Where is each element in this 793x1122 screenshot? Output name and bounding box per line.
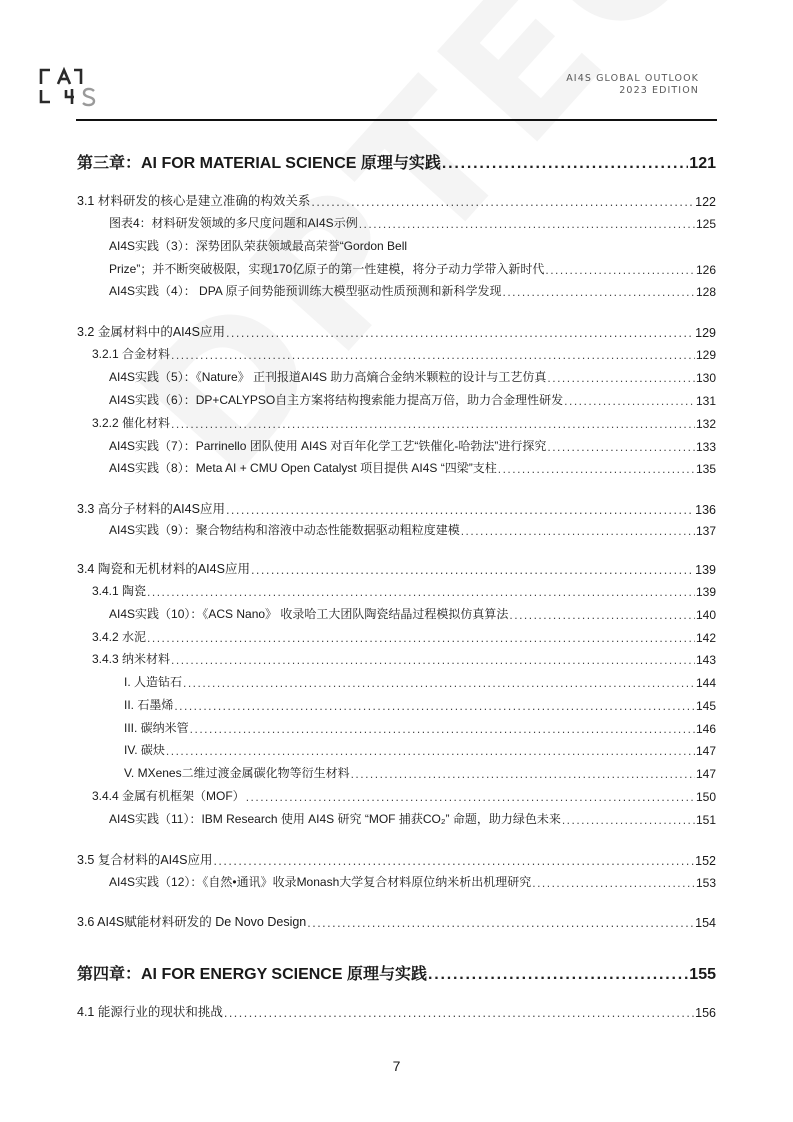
toc-entry[interactable]	[0, 521, 793, 539]
toc-entry-page: 147	[695, 744, 716, 758]
toc-entry-title: AI4S实践（12）：《自然•通讯》收录Monash大学复合材料原位纳米析出机理研究	[109, 875, 532, 889]
toc-entry-title: 3.4.3 纳米材料	[92, 652, 171, 666]
toc-entry-page: 140	[695, 608, 716, 622]
toc-entry-title: AI4S实践（7）：Parrinello 团队使用 AI4S 对百年化学工艺“铁催化-哈勃法”进行探究	[109, 439, 547, 453]
header-title: AI4S GLOBAL OUTLOOK	[566, 73, 699, 84]
toc-entry-title: 3.3 高分子材料的AI4S应用	[77, 502, 225, 516]
dot-leader	[428, 966, 688, 984]
toc-entry-page: 155	[689, 966, 716, 983]
dot-leader	[183, 676, 695, 690]
toc-entry-page: 122	[695, 195, 716, 209]
toc-entry[interactable]	[0, 1002, 793, 1020]
toc-entry-page: 153	[695, 876, 716, 890]
toc-entry[interactable]	[0, 961, 793, 983]
toc-entry[interactable]	[0, 850, 793, 868]
toc-entry-title: 3.1 材料研发的核心是建立准确的构效关系	[77, 194, 311, 208]
toc-entry[interactable]	[0, 582, 793, 600]
dot-leader	[213, 854, 694, 868]
toc-entry-page: 147	[695, 767, 716, 781]
dot-leader	[226, 503, 694, 517]
toc-entry-page: 133	[695, 440, 716, 454]
toc-entry-page: 151	[695, 813, 716, 827]
toc-entry-title: AI4S实践（3）：深势团队荣获领域最高荣誉“Gordon Bell	[109, 239, 408, 253]
toc-entry-title: 3.2 金属材料中的AI4S应用	[77, 325, 225, 339]
toc-entry-page: 125	[695, 217, 716, 231]
toc-entry-title: AI4S实践（8）：Meta AI + CMU Open Catalyst 项目提供 AI4S “四梁”支柱	[109, 461, 497, 475]
toc-entry-page: 156	[695, 1006, 716, 1020]
dot-leader	[509, 608, 695, 622]
toc-entry-title: I. 人造钻石	[124, 675, 183, 689]
toc-entry-page: 126	[695, 263, 716, 277]
dot-leader	[545, 263, 695, 277]
toc-entry[interactable]	[0, 345, 793, 363]
toc-entry[interactable]	[0, 214, 793, 232]
dot-leader	[147, 585, 695, 599]
toc-entry-page: 152	[695, 854, 716, 868]
toc-entry-title: 3.4.2 水泥	[92, 630, 147, 644]
dot-leader	[174, 699, 695, 713]
dot-leader	[442, 155, 688, 173]
toc-entry-title: V. MXenes二维过渡金属碳化物等衍生材料	[124, 766, 350, 780]
toc-entry-title: AI4S实践（10）：《ACS Nano》 收录哈工大团队陶瓷结晶过程模拟仿真算法	[109, 607, 509, 621]
toc-entry-page: 139	[695, 585, 716, 599]
toc-entry-title: II. 石墨烯	[124, 698, 174, 712]
dot-leader	[226, 326, 694, 340]
dot-leader	[147, 631, 695, 645]
toc-entry-title: AI4S实践（9）：聚合物结构和溶液中动态性能数据驱动粗粒度建模	[109, 523, 460, 537]
toc-entry-page: 137	[695, 524, 716, 538]
dot-leader	[564, 394, 695, 408]
dot-leader	[311, 195, 694, 209]
toc-entry[interactable]	[0, 260, 793, 278]
dot-leader	[246, 790, 695, 804]
toc-entry-page: 135	[695, 462, 716, 476]
toc-entry-title: 3.2.2 催化材料	[92, 416, 171, 430]
dot-leader	[532, 876, 695, 890]
toc-entry[interactable]	[0, 237, 793, 255]
toc-entry[interactable]	[0, 368, 793, 386]
dot-leader	[224, 1006, 694, 1020]
toc-entry[interactable]	[0, 559, 793, 577]
toc-entry[interactable]	[0, 391, 793, 409]
toc-entry[interactable]	[0, 628, 793, 646]
toc-entry-title: IV. 碳炔	[124, 743, 165, 757]
toc-entry-title: AI4S实践（6）：DP+CALYPSO自主方案将结构搜索能力提高万倍，助力合金理性研发	[109, 393, 564, 407]
toc-entry[interactable]	[0, 191, 793, 209]
toc-entry[interactable]	[0, 282, 793, 300]
toc-entry-title: AI4S实践（5）：《Nature》 正刊报道AI4S 助力高熵合金纳米颗粒的设计与工艺仿真	[109, 370, 547, 384]
toc-entry[interactable]	[0, 605, 793, 623]
toc-entry-title: 第三章：AI FOR MATERIAL SCIENCE 原理与实践	[77, 155, 441, 172]
toc-entry[interactable]	[0, 912, 793, 930]
toc-entry-title: 4.1 能源行业的现状和挑战	[77, 1005, 223, 1019]
toc-entry-page: 132	[695, 417, 716, 431]
toc-entry[interactable]	[0, 696, 793, 714]
toc-entry[interactable]	[0, 719, 793, 737]
dot-leader	[461, 524, 695, 538]
toc-entry-page: 128	[695, 285, 716, 299]
toc-entry-page: 121	[689, 155, 716, 172]
dot-leader	[502, 285, 694, 299]
dot-leader	[547, 440, 695, 454]
dot-leader	[498, 462, 695, 476]
toc-entry-page: 150	[695, 790, 716, 804]
toc-entry-title: 图表4：材料研发领域的多尺度问题和AI4S示例	[109, 216, 358, 230]
dot-leader	[351, 767, 695, 781]
toc-entry[interactable]	[0, 459, 793, 477]
toc-entry[interactable]	[0, 437, 793, 455]
toc-entry-page: 129	[695, 326, 716, 340]
dot-leader	[171, 348, 695, 362]
page-number: 7	[392, 1058, 401, 1074]
toc-entry-title: 3.4 陶瓷和无机材料的AI4S应用	[77, 562, 250, 576]
toc-entry-page: 136	[695, 503, 716, 517]
toc-entry-page: 130	[695, 371, 716, 385]
toc-entry[interactable]	[0, 650, 793, 668]
dot-leader	[190, 722, 695, 736]
toc-entry[interactable]	[0, 673, 793, 691]
dot-leader	[171, 417, 695, 431]
toc-entry-page: 139	[695, 563, 716, 577]
toc-entry[interactable]	[0, 499, 793, 517]
toc-entry-page: 145	[695, 699, 716, 713]
toc-entry-title: AI4S实践（4）： DPA 原子间势能预训练大模型驱动性质预测和新科学发现	[109, 284, 502, 298]
toc-entry[interactable]	[0, 810, 793, 828]
toc-entry[interactable]	[0, 414, 793, 432]
dot-leader	[562, 813, 695, 827]
toc-entry-page: 131	[695, 394, 716, 408]
toc-entry-title: III. 碳纳米管	[124, 721, 189, 735]
toc-entry-page: 144	[695, 676, 716, 690]
toc-entry-title: 第四章：AI FOR ENERGY SCIENCE 原理与实践	[77, 966, 427, 983]
toc-entry-page: 146	[695, 722, 716, 736]
toc-entry[interactable]	[0, 741, 793, 759]
toc-entry-title: 3.5 复合材料的AI4S应用	[77, 853, 213, 867]
dot-leader	[359, 217, 695, 231]
toc-entry-page: 142	[695, 631, 716, 645]
toc-entry[interactable]	[0, 764, 793, 782]
toc-entry-page: 154	[695, 916, 716, 930]
toc-entry-title: 3.6 AI4S赋能材料研发的 De Novo Design	[77, 915, 307, 929]
dot-leader	[307, 916, 694, 930]
header-edition: 2023 EDITION	[619, 85, 699, 96]
toc-entry-title: 3.4.4 金属有机框架（MOF）	[92, 789, 245, 803]
toc-entry[interactable]	[0, 322, 793, 340]
toc-entry-page: 129	[695, 348, 716, 362]
toc-entry[interactable]	[0, 873, 793, 891]
toc-entry-title: AI4S实践（11）：IBM Research 使用 AI4S 研究 “MOF 捕获CO₂” 命题，助力绿色未来	[109, 812, 561, 826]
ai4s-logo	[36, 58, 96, 108]
toc-entry-title: 3.4.1 陶瓷	[92, 584, 147, 598]
dot-leader	[251, 563, 694, 577]
toc-entry-title: 3.2.1 合金材料	[92, 347, 171, 361]
toc-entry[interactable]	[0, 150, 793, 172]
toc-entry[interactable]	[0, 787, 793, 805]
dot-leader	[171, 653, 695, 667]
toc-entry-page: 143	[695, 653, 716, 667]
toc-entry-title: Prize”；并不断突破极限，实现170亿原子的第一性建模，将分子动力学带入新时代	[109, 262, 545, 276]
dot-leader	[166, 744, 695, 758]
dot-leader	[547, 371, 695, 385]
